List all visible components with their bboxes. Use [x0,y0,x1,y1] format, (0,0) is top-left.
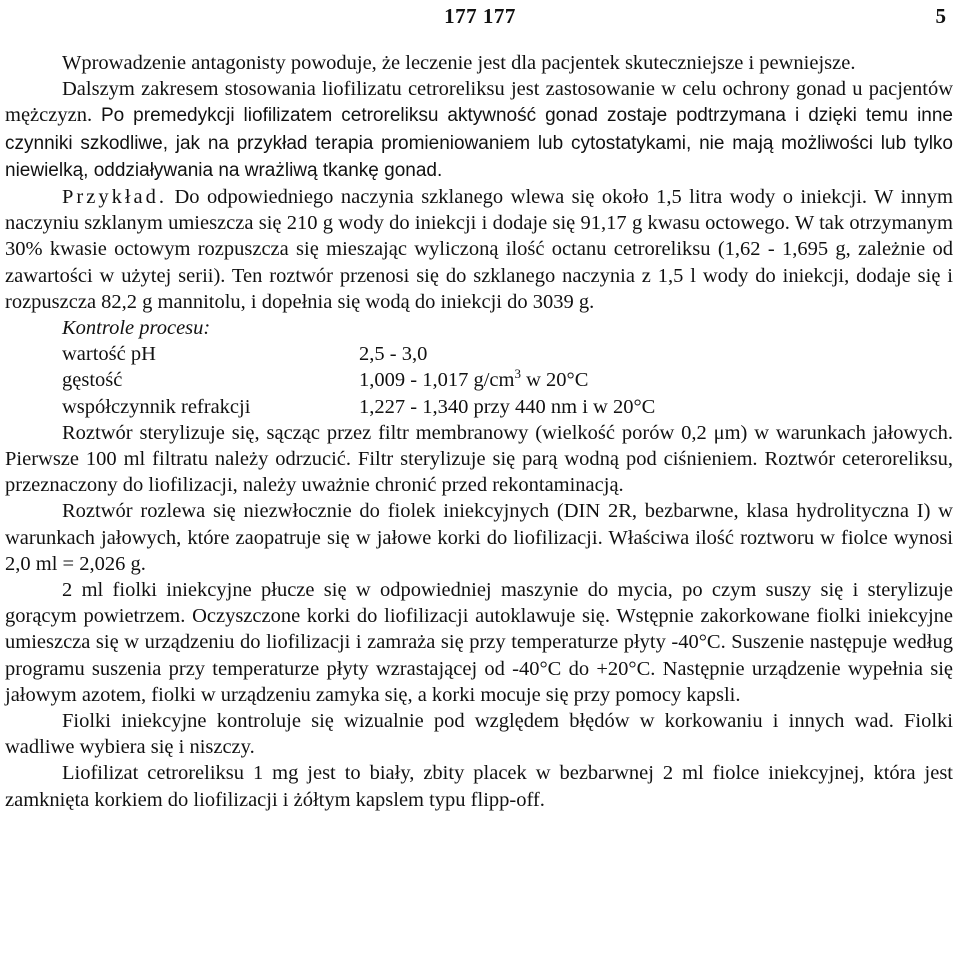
paragraph-gonad-protection [5,76,953,184]
paragraph-example [5,184,953,315]
document-number: 177 177 [444,4,516,28]
paragraph-filtration: Roztwór sterylizuje się, sącząc przez filtr membranowy (wielkość porów 0,2 μm) w warunkach jałowych. Pierwsze 100 ml filtratu należy odrzucić. Filtr sterylizuje się parą wodną pod ciśnieniem. Roztwór ceteroreliksu, przeznaczony do liofilizacji, należy uważnie chronić przed rekontaminacją. [5,421,953,497]
example-text: Do odpowiedniego naczynia szklanego wlewa się około 1,5 litra wody o iniekcji. W innym naczyniu szklanym umieszcza się 210 g wody do iniekcji i dodaje się 91,17 g kwasu octowego. W tak otrzymanym 30% kwasie octowym rozpuszcza się mieszając wyliczoną ilość octanu cetroreliksu (1,62 - 1,695 g, zależnie od zawartości w użytej serii). Ten roztwór przenosi się do szklanego naczynia z 1,5 l wody do iniekcji, dodaje się i rozpuszcza 82,2 g mannitolu, i dopełnia się wodą do iniekcji do 3039 g. [5,186,953,313]
process-control-value [359,367,588,393]
page-header [0,4,960,28]
paragraph-gonad-protection-detail: Po premedykcji liofilizatem cetroreliksu aktywność gonad zostaje podtrzymana i dzięki temu inne czynniki szkodliwe, jak na przykład terapia promieniowaniem lub cytostatykami, nie mają możliwości lub tylko niewielką, oddziaływania na wrażliwą tkankę gonad. [5,105,953,181]
process-control-row [5,341,953,367]
document-body [5,50,953,813]
process-control-value: 1,227 - 1,340 przy 440 nm i w 20°C [359,395,656,418]
process-control-name: wartość pH [62,343,156,366]
process-control-value-tail: w 20°C [520,369,589,392]
process-control-value: 2,5 - 3,0 [359,343,428,366]
paragraph-final-product: Liofilizat cetroreliksu 1 mg jest to biały, zbity placek w bezbarwnej 2 ml fiolce iniekcyjnej, która jest zamknięta korkiem do liofilizacji i żółtym kapslem typu flipp-off. [5,762,953,811]
process-control-name: gęstość [62,369,123,392]
paragraph-gonad-protection-intro: Dalszym zakresem stosowania liofilizatu cetroreliksu jest zastosowanie w celu ochrony gonad u pacjentów mężczyzn. [5,78,953,127]
process-control-value-main: 1,009 - 1,017 g/cm [359,369,515,392]
process-control-row [5,367,953,393]
page-number: 5 [935,4,946,28]
paragraph-inspection: Fiolki iniekcyjne kontroluje się wizualnie pod względem błędów w korkowaniu i innych wad. Fiolki wadliwe wybiera się i niszczy. [5,710,953,759]
paragraph-antagonist: Wprowadzenie antagonisty powoduje, że leczenie jest dla pacjentek skuteczniejsze i pewniejsze. [62,52,856,74]
process-controls-heading: Kontrole procesu: [62,317,211,340]
process-control-name: współczynnik refrakcji [62,395,251,418]
paragraph-washing-lyophilization: 2 ml fiolki iniekcyjne płucze się w odpowiedniej maszynie do mycia, po czym suszy się i sterylizuje gorącym powietrzem. Oczyszczone korki do liofilizacji autoklawuje się. Wstępnie zakorkowane fiolki iniekcyjne umieszcza się w urządzeniu do liofilizacji i zamraża się przy temperaturze płyty -40°C. Suszenie następuje według programu suszenia przy temperaturze płyty wzrastającej od -40°C do +20°C. Następnie urządzenie wypełnia się jałowym azotem, fiolki w urządzeniu zamyka się, a korki mocuje się przy pomocy kapsli. [5,579,953,706]
paragraph-filling: Roztwór rozlewa się niezwłocznie do fiolek iniekcyjnych (DIN 2R, bezbarwne, klasa hydrolityczna I) w warunkach jałowych, które zaopatruje się w jałowe korki do liofilizacji. Właściwa ilość roztworu w fiolce wynosi 2,0 ml = 2,026 g. [5,500,953,575]
example-label: Przykład. [62,186,167,209]
process-control-row [5,394,953,420]
process-control-value-superscript: 3 [514,366,521,382]
